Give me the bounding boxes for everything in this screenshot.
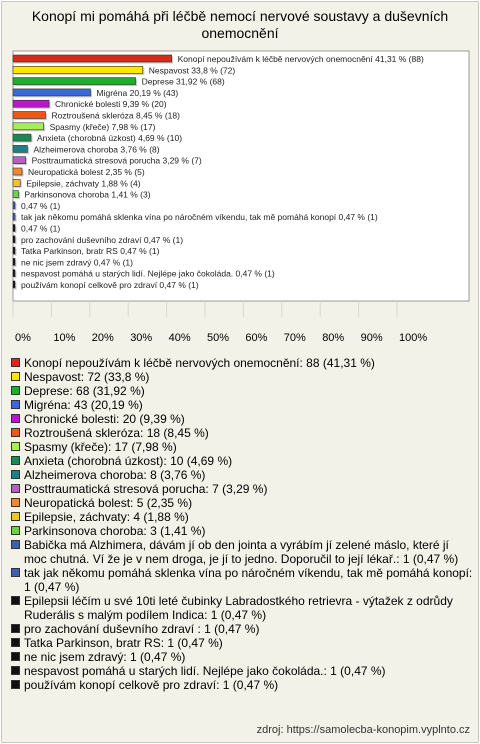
legend-swatch [11, 484, 20, 493]
bar [13, 202, 15, 209]
legend-label: Roztroušená skleróza: 18 (8,45 %) [24, 426, 209, 440]
bar-label: pro zachování duševního zdraví 0,47 % (1) [21, 234, 184, 245]
legend-label: Nespavost: 72 (33,8 %) [24, 370, 150, 384]
chart-legend [11, 356, 473, 692]
legend-item [11, 636, 473, 650]
bar-group [13, 269, 275, 279]
bar-label: Anxieta (chorobná úzkost) 4,69 % (10) [37, 133, 183, 144]
bar-group [13, 212, 378, 222]
legend-label: Alzheimerova choroba: 8 (3,76 %) [24, 468, 206, 482]
chart-frame [1, 1, 479, 743]
bar [13, 78, 136, 85]
bar-label: Tatka Parkinson, bratr RS 0,47 % (1) [21, 246, 160, 257]
legend-label: Migréna: 43 (20,19 %) [24, 398, 143, 412]
bar-group [13, 224, 60, 234]
bar [13, 123, 44, 130]
legend-item [11, 510, 473, 524]
bar-label: Deprese 31,92 % (68) [141, 76, 225, 87]
x-tick-label: 90% [360, 332, 383, 344]
bar-label: Parkinsonova choroba 1,41 % (3) [24, 189, 151, 200]
legend-label: Konopí nepoužívám k léčbě nervových onemocnění: 88 (41,31 %) [24, 356, 375, 370]
legend-item [11, 454, 473, 468]
x-tick-label: 50% [207, 332, 230, 344]
legend-label: Spasmy (křeče): 17 (7,98 %) [24, 440, 177, 454]
bar-group [13, 54, 424, 64]
legend-item [11, 538, 473, 566]
legend-swatch [11, 512, 20, 521]
bar-group [13, 190, 151, 200]
legend-item [11, 496, 473, 510]
legend-swatch [11, 596, 20, 605]
bar-label: Roztroušená skleróza 8,45 % (18) [51, 110, 180, 121]
bar-label: tak jak někomu pomáhá sklenka vína po náročném víkendu, tak mě pomáhá konopí 0,47 % (1) [21, 212, 378, 223]
legend-item [11, 412, 473, 426]
bar-label: ne nic jsem zdravý 0,47 % (1) [21, 257, 133, 268]
legend-swatch [11, 526, 20, 535]
source-credit: zdroj: https://samolecba-konopim.vyplnto.cz [256, 724, 470, 736]
bar-label: Konopí nepoužívám k léčbě nervových onemocnění 41,31 % (88) [177, 54, 424, 64]
bar-group [13, 257, 133, 267]
x-tick-label: 40% [168, 332, 191, 344]
bar-label: Spasmy (křeče) 7,98 % (17) [49, 121, 156, 132]
x-tick-label: 0% [15, 332, 31, 344]
bar-label: 0,47 % (1) [21, 200, 61, 211]
legend-swatch [11, 624, 20, 633]
legend-label: nespavost pomáhá u starých lidí. Nejlépe jako čokoláda.: 1 (0,47 %) [24, 664, 386, 678]
x-tick-label: 70% [283, 332, 306, 344]
legend-label: Anxieta (chorobná úzkost): 10 (4,69 %) [24, 454, 233, 468]
legend-swatch [11, 470, 20, 479]
bar [13, 213, 15, 220]
legend-label: Neuropatická bolest: 5 (2,35 %) [24, 496, 193, 510]
bar [13, 191, 18, 198]
legend-label: Parkinsonova choroba: 3 (1,41 %) [24, 524, 206, 538]
legend-swatch [11, 568, 20, 577]
legend-item [11, 664, 473, 678]
legend-swatch [11, 666, 20, 675]
legend-item [11, 356, 473, 370]
bar [13, 55, 172, 62]
bar-group [13, 65, 235, 75]
legend-item [11, 678, 473, 692]
bar [13, 112, 45, 119]
bar-group [13, 88, 178, 98]
legend-item [11, 384, 473, 398]
legend-label: Epilepsii léčím u své 10ti leté čubinky Labradostkého retrievra - výtažek z odrůdy Ruderális s malým podílem Indica: 1 (0,47 %) [24, 594, 453, 622]
x-tick-label: 100% [399, 332, 428, 344]
legend-swatch [11, 358, 20, 367]
legend-item [11, 650, 473, 664]
bar-group [13, 167, 145, 177]
legend-swatch [11, 386, 20, 395]
bar-chart-plot [11, 50, 473, 354]
legend-item [11, 594, 473, 622]
bar-group [13, 235, 183, 245]
bar-group [13, 280, 199, 290]
legend-label: ne nic jsem zdravý: 1 (0,47 %) [24, 650, 186, 664]
chart-title: Konopí mi pomáhá při léčbě nemocí nervové soustavy a duševních onemocnění [31, 8, 449, 41]
bar-label: Chronické bolesti 9,39 % (20) [55, 99, 167, 110]
legend-label: Tatka Parkinson, bratr RS: 1 (0,47 %) [24, 636, 223, 650]
legend-swatch [11, 638, 20, 647]
legend-item [11, 468, 473, 482]
bar [13, 134, 31, 141]
x-tick-label: 80% [322, 332, 345, 344]
bar [13, 258, 15, 265]
legend-label: tak jak někomu pomáhá sklenka vína po náročném víkendu, tak mě pomáhá konopí: 1 (0,47 %) [24, 566, 473, 594]
bar [13, 236, 15, 243]
legend-swatch [11, 372, 20, 381]
legend-swatch [11, 428, 20, 437]
legend-swatch [11, 540, 20, 549]
bar [13, 247, 15, 254]
bar-group [13, 144, 160, 154]
x-tick-label: 20% [91, 332, 114, 344]
bar [13, 281, 15, 288]
legend-item [11, 398, 473, 412]
x-tick-label: 60% [245, 332, 268, 344]
legend-swatch [11, 652, 20, 661]
legend-item [11, 440, 473, 454]
bar-label: používám konopí celkově pro zdraví 0,47 % (1) [21, 280, 199, 290]
legend-item [11, 622, 473, 636]
legend-item [11, 370, 473, 384]
legend-item [11, 482, 473, 496]
bar-label: Alzheimerova choroba 3,76 % (8) [33, 144, 160, 155]
bar-group [13, 178, 141, 188]
bar-group [13, 99, 167, 109]
bar [13, 145, 27, 152]
legend-label: Deprese: 68 (31,92 %) [24, 384, 145, 398]
bar [13, 157, 26, 164]
bar [13, 168, 22, 175]
legend-swatch [11, 498, 20, 507]
bar [13, 225, 15, 232]
bar-group [13, 156, 202, 166]
x-tick-label: 10% [53, 332, 76, 344]
legend-swatch [11, 456, 20, 465]
legend-item [11, 566, 473, 594]
legend-label: Chronické bolesti: 20 (9,39 %) [24, 412, 185, 426]
legend-swatch [11, 414, 20, 423]
bar-label: Migréna 20,19 % (43) [96, 87, 179, 98]
legend-label: používám konopí celkově pro zdraví: 1 (0,47 %) [24, 678, 279, 692]
bar-label: Posttraumatická stresová porucha 3,29 % (7) [31, 155, 202, 166]
bar [13, 270, 15, 277]
bar-group [13, 111, 180, 121]
bar-label: Neuropatická bolest 2,35 % (5) [28, 167, 145, 177]
legend-label: Babička má Alzhimera, dávám jí ob den jointa a vyrábím jí zelené máslo, které jí moc chutná. Ví že je v nem droga, je jí to jedno. Doporučil to její lékař.: 1 (0,47 %) [24, 538, 459, 566]
legend-item [11, 426, 473, 440]
bar-group [13, 133, 182, 143]
bar [13, 179, 20, 186]
legend-label: Posttraumatická stresová porucha: 7 (3,29 %) [24, 482, 268, 496]
bar-group [13, 201, 60, 211]
bar [13, 89, 91, 96]
bar-label: 0,47 % (1) [21, 223, 61, 234]
bar-label: Nespavost 33,8 % (72) [148, 65, 236, 76]
bar-group [13, 77, 225, 87]
bar-group [13, 122, 156, 132]
legend-label: pro zachování duševního zdraví : 1 (0,47 %) [24, 622, 260, 636]
legend-item [11, 524, 473, 538]
bar-label: nespavost pomáhá u starých lidí. Nejlépe jako čokoláda. 0,47 % (1) [21, 268, 275, 279]
legend-swatch [11, 442, 20, 451]
bar [13, 66, 143, 73]
legend-swatch [11, 400, 20, 409]
legend-label: Epilepsie, záchvaty: 4 (1,88 %) [24, 510, 189, 524]
bar [13, 100, 49, 107]
x-tick-label: 30% [130, 332, 153, 344]
bar-group [13, 246, 160, 256]
legend-swatch [11, 680, 20, 689]
bar-label: Epilepsie, záchvaty 1,88 % (4) [26, 178, 141, 189]
